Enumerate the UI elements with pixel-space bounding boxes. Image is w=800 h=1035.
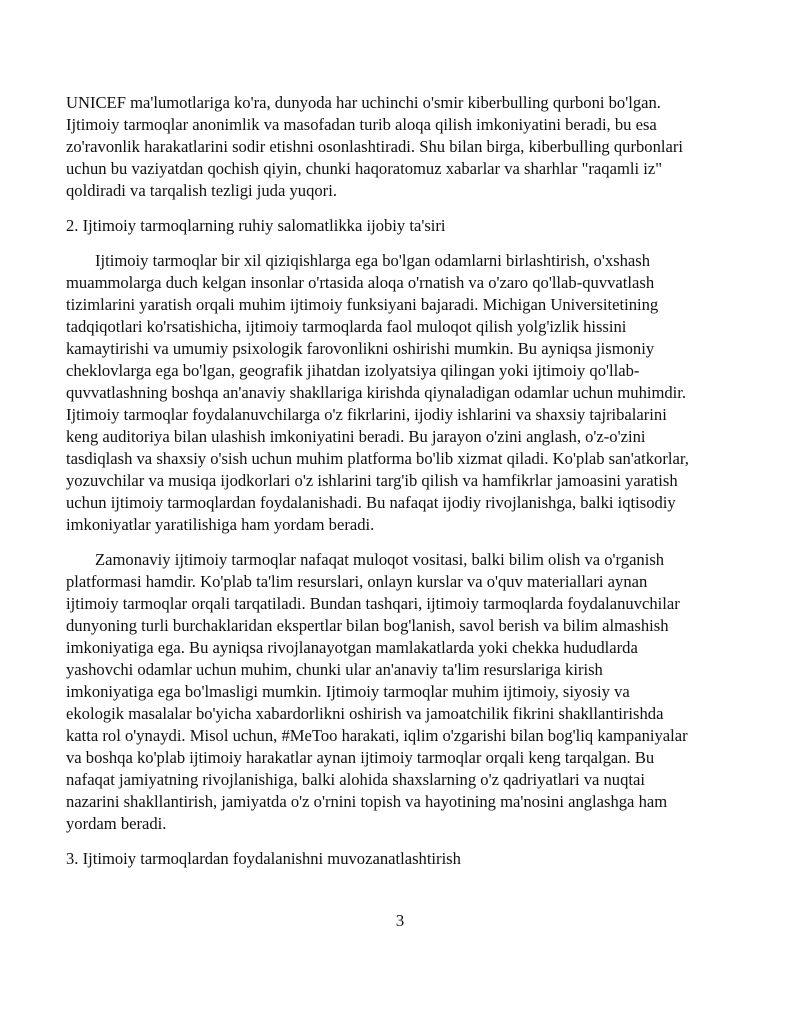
text-line: platformasi hamdir. Ko'plab ta'lim resurslari, onlayn kurslar va o'quv materiallari aynan [66, 572, 648, 591]
text-line: dunyoning turli burchaklaridan ekspertlar bilan bog'lanish, savol berish va bilim almashish [66, 616, 669, 635]
text-line: yashovchi odamlar uchun muhim, chunki ular an'anaviy ta'lim resurslariga kirish [66, 660, 603, 679]
heading-text: 2. Ijtimoiy tarmoqlarning ruhiy salomatlikka ijobiy ta'siri [66, 216, 446, 235]
text-line: uchun bu vaziyatdan qochish qiyin, chunki haqoratomuz xabarlar va sharhlar "raqamli iz" [66, 159, 662, 178]
text-line: zo'ravonlik harakatlarini sodir etishni osonlashtiradi. Shu bilan birga, kiberbulling qurbonlari [66, 137, 683, 156]
text-line: kamaytirishi va umumiy psixologik farovonlikni oshirishi mumkin. Bu ayniqsa jismoniy [66, 339, 655, 358]
text-line: muammolarga duch kelgan insonlar o'rtasida aloqa o'rnatish va o'zaro qo'llab-quvvatlash [66, 273, 655, 292]
text-line: va boshqa ko'plab ijtimoiy harakatlar aynan ijtimoiy tarmoqlar orqali keng tarqalgan. Bu [66, 748, 655, 767]
page-number: 3 [395, 911, 405, 930]
text-line: ijtimoiy tarmoqlar orqali tarqatiladi. Bundan tashqari, ijtimoiy tarmoqlarda foydalanuvchilar [66, 594, 680, 613]
document-page [66, 92, 756, 870]
text-line: UNICEF ma'lumotlariga ko'ra, dunyoda har uchinchi o'smir kiberbulling qurboni bo'lgan. [66, 93, 661, 112]
text-line: yordam beradi. [66, 814, 167, 833]
intro-paragraph [66, 92, 756, 202]
text-line: Ijtimoiy tarmoqlar bir xil qiziqishlarga ega bo'lgan odamlarni birlashtirish, o'xshash [95, 251, 650, 270]
text-line: imkoniyatlar yaratilishiga ham yordam beradi. [66, 515, 375, 534]
text-line: imkoniyatiga ega bo'lmasligi mumkin. Ijtimoiy tarmoqlar muhim ijtimoiy, siyosiy va [66, 682, 630, 701]
text-line: cheklovlarga ega bo'lgan, geografik jihatdan izolyatsiya qilingan yoki ijtimoiy qo'llab- [66, 361, 640, 380]
text-line: keng auditoriya bilan ulashish imkoniyatini beradi. Bu jarayon o'zini anglash, o'z-o'zini [66, 427, 646, 446]
body-paragraph-1 [66, 250, 756, 536]
text-line: tizimlarini yaratish orqali muhim ijtimoiy funksiyani bajaradi. Michigan Universitetining [66, 295, 659, 314]
section-heading-3 [66, 848, 756, 870]
text-line: quvvatlashning boshqa an'anaviy shakllariga kirishda qiynaladigan odamlar uchun muhimdir. [66, 383, 687, 402]
body-paragraph-2 [66, 549, 756, 835]
text-line: tadqiqotlari ko'rsatishicha, ijtimoiy tarmoqlarda faol muloqot qilish yolg'izlik hissini [66, 317, 627, 336]
text-line: nazarini shakllantirish, jamiyatda o'z o'rnini topish va hayotining ma'nosini anglashga ham [66, 792, 668, 811]
heading-text: 3. Ijtimoiy tarmoqlardan foydalanishni muvozanatlashtirish [66, 849, 461, 868]
text-line: imkoniyatiga ega. Bu ayniqsa rivojlanayotgan mamlakatlarda yoki chekka hududlarda [66, 638, 638, 657]
text-line: katta rol o'ynaydi. Misol uchun, #MeToo harakati, iqlim o'zgarishi bilan bog'liq kampaniyalar [66, 726, 688, 745]
text-line: Ijtimoiy tarmoqlar foydalanuvchilarga o'z fikrlarini, ijodiy ishlarini va shaxsiy tajribalarini [66, 405, 667, 424]
text-line: nafaqat jamiyatning rivojlanishiga, balki alohida shaxslarning o'z qadriyatlari va nuqtai [66, 770, 645, 789]
text-line: yozuvchilar va musiqa ijodkorlari o'z ishlarini targ'ib qilish va hamfikrlar jamoasini yaratish [66, 471, 678, 490]
text-line: Zamonaviy ijtimoiy tarmoqlar nafaqat muloqot vositasi, balki bilim olish va o'rganish [95, 550, 665, 569]
text-line: qoldiradi va tarqalish tezligi juda yuqori. [66, 181, 337, 200]
text-line: uchun ijtimoiy tarmoqlardan foydalanishadi. Bu nafaqat ijodiy rivojlanishga, balki iqtisodiy [66, 493, 676, 512]
section-heading-2 [66, 215, 756, 237]
text-line: tasdiqlash va shaxsiy o'sish uchun muhim platforma bo'lib xizmat qiladi. Ko'plab san'atkorlar, [66, 449, 689, 468]
text-line: Ijtimoiy tarmoqlar anonimlik va masofadan turib aloqa qilish imkoniyatini beradi, bu esa [66, 115, 657, 134]
text-line: ekologik masalalar bo'yicha xabardorlikni oshirish va jamoatchilik fikrini shakllantirishda [66, 704, 664, 723]
